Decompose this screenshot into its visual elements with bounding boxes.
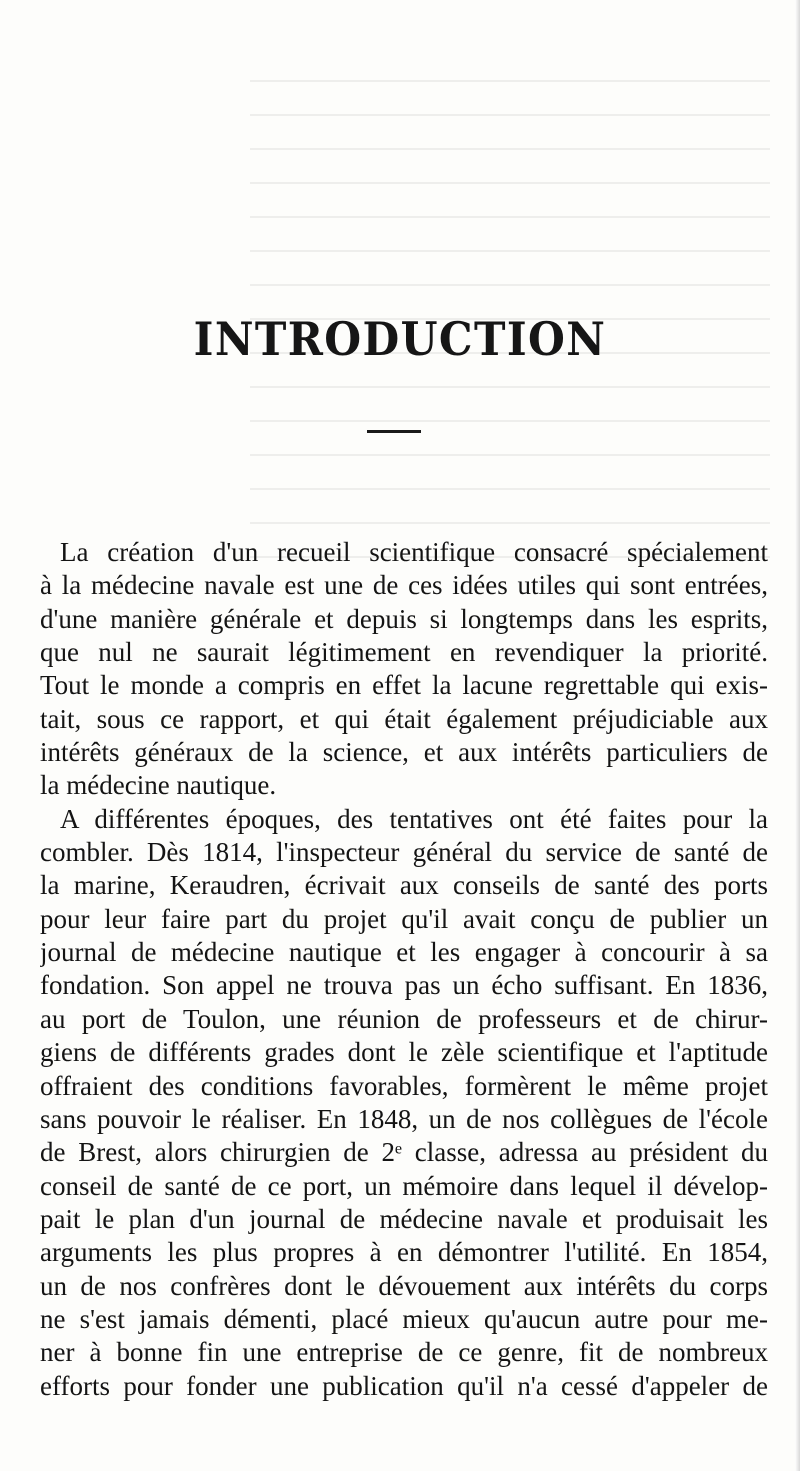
text-line: de Brest, alors chirurgien de 2ᵉ classe, adressa au président du <box>40 1137 768 1168</box>
text-line: fondation. Son appel ne trouva pas un écho suffisant. En 1836, <box>40 970 768 1001</box>
text-line: sans pouvoir le réaliser. En 1848, un de nos collègues de l'école <box>40 1103 768 1134</box>
body-text <box>40 536 768 1403</box>
text-line: que nul ne saurait légitimement en revendiquer la priorité. <box>40 637 768 668</box>
text-line: Tout le monde a compris en effet la lacune regrettable qui exis- <box>40 670 768 701</box>
text-line: la médecine nautique. <box>40 770 277 801</box>
text-line: arguments les plus propres à en démontrer l'utilité. En 1854, <box>40 1237 768 1268</box>
text-line: pait le plan d'un journal de médecine navale et produisait les <box>40 1203 768 1234</box>
text-line: intérêts généraux de la science, et aux intérêts particuliers de <box>40 737 768 768</box>
text-line: La création d'un recueil scientifique consacré spécialement <box>60 537 768 567</box>
text-line: ne s'est jamais démenti, placé mieux qu'aucun autre pour me- <box>40 1303 768 1334</box>
text-line: journal de médecine nautique et les engager à concourir à sa <box>40 937 768 968</box>
page-edge-shadow <box>795 0 800 1471</box>
text-line: la marine, Keraudren, écrivait aux conseils de santé des ports <box>40 870 768 901</box>
text-line: combler. Dès 1814, l'inspecteur général du service de santé de <box>40 837 768 868</box>
text-line: offraient des conditions favorables, formèrent le même projet <box>40 1070 768 1101</box>
page-title: INTRODUCTION <box>193 312 607 366</box>
text-line: au port de Toulon, une réunion de professeurs et de chirur- <box>40 1003 768 1034</box>
text-line: conseil de santé de ce port, un mémoire dans lequel il dévelop- <box>40 1170 768 1201</box>
text-line: pour leur faire part du projet qu'il avait conçu de publier un <box>40 903 768 934</box>
text-line: ner à bonne fin une entreprise de ce genre, fit de nombreux <box>40 1337 768 1368</box>
text-line: un de nos confrères dont le dévouement aux intérêts du corps <box>40 1270 768 1301</box>
text-line: A différentes époques, des tentatives ont été faites pour la <box>60 803 768 834</box>
text-line: efforts pour fonder une publication qu'il n'a cessé d'appeler de <box>40 1370 768 1401</box>
text-line: giens de différents grades dont le zèle scientifique et l'aptitude <box>40 1037 768 1068</box>
text-line: d'une manière générale et depuis si longtemps dans les esprits, <box>40 603 768 634</box>
text-line: tait, sous ce rapport, et qui était également préjudiciable aux <box>40 703 768 734</box>
text-line: à la médecine navale est une de ces idées utiles qui sont entrées, <box>40 570 768 601</box>
title-rule <box>367 430 421 433</box>
